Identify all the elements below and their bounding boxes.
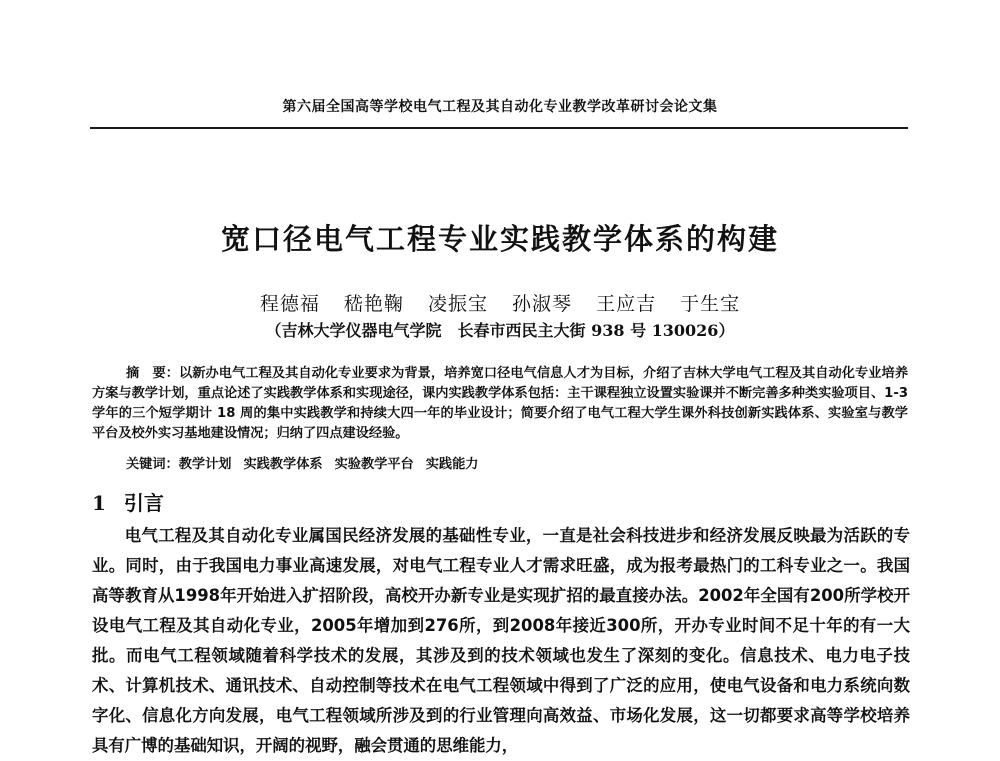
affiliation: （吉林大学仪器电气学院 长春市西民主大街 938 号 130026）	[265, 321, 735, 340]
author: 程德福	[259, 293, 320, 315]
author-list	[0, 289, 1000, 316]
author: 凌振宝	[427, 293, 488, 315]
abstract-text: 以新办电气工程及其自动化专业要求为背景，培养宽口径电气信息人才为目标，介绍了吉林大学电气工程及其自动化专业培养方案与教学计划，重点论述了实践教学体系和实现途径，课内实践教学体系包括：主干课程独立设置实验课并不断完善多种类实验项目、1-3 学年的三个短学期计 18 周的集中实践教学和持续大四一年的毕业设计；简要介绍了电气工程大学生课外科技创新实践体系、实验室与教学平台及校外实习基地建设情况；归纳了四点建设经验。	[92, 366, 909, 441]
keyword: 实践教学体系	[243, 457, 323, 472]
author: 于生宝	[680, 293, 741, 315]
body-paragraph: 电气工程及其自动化专业属国民经济发展的基础性专业，一直是社会科技进步和经济发展反映最为活跃的专业。同时，由于我国电力事业高速发展，对电气工程专业人才需求旺盛，成为报考最热门的工科专业之一。我国高等教育从1998年开始进入扩招阶段，高校开办新专业是实现扩招的最直接办法。2002年全国有200所学校开设电气工程及其自动化专业，2005年增加到276所，到2008年接近300所，开办专业时间不足十年的有一大批。而电气工程领域随着科学技术的发展，其涉及到的技术领域也发生了深刻的变化。信息技术、电力电子技术、计算机技术、通讯技术、自动控制等技术在电气工程领域中得到了广泛的应用，使电气设备和电力系统向数字化、信息化方向发展，电气工程领域所涉及到的行业管理向高效益、市场化发展，这一切都要求高等学校培养具有广博的基础知识，开阔的视野，融会贯通的思维能力，	[92, 526, 910, 755]
section-number: 1	[92, 491, 106, 515]
running-header: 第六届全国高等学校电气工程及其自动化专业教学改革研讨会论文集	[282, 99, 718, 115]
author: 王应吉	[596, 293, 657, 315]
paper-title: 宽口径电气工程专业实践教学体系的构建	[220, 222, 779, 256]
header-rule	[90, 127, 908, 129]
keyword: 实践能力	[425, 457, 479, 472]
keyword: 教学计划	[178, 457, 232, 472]
section-heading	[92, 487, 164, 516]
keywords	[126, 453, 906, 472]
author: 孙淑琴	[512, 293, 573, 315]
author: 嵇艳鞠	[343, 293, 404, 315]
keywords-label: 关键词：	[126, 457, 179, 472]
abstract	[92, 364, 908, 444]
keyword: 实验教学平台	[334, 457, 414, 472]
section-title: 引言	[123, 491, 164, 515]
abstract-label: 摘 要：	[126, 366, 180, 381]
